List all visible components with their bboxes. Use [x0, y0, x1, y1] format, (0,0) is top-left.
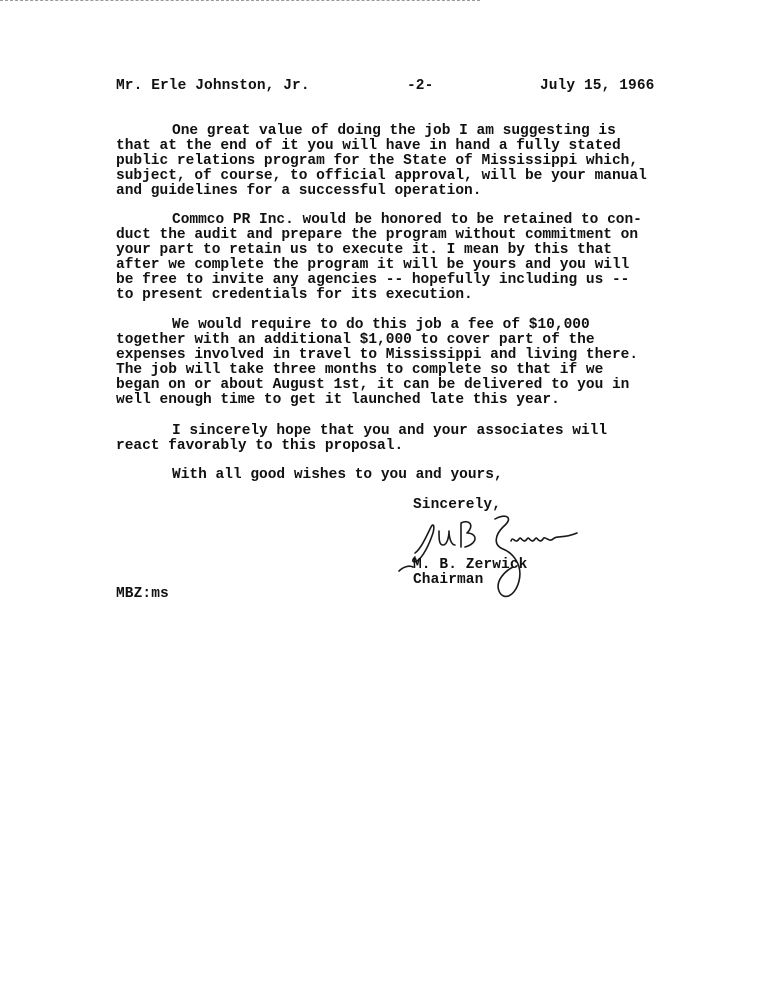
handwritten-signature	[395, 505, 595, 605]
paragraph-3	[116, 318, 696, 408]
paragraph-line: We would require to do this job a fee of $10,000	[172, 317, 590, 333]
paragraph-2	[116, 213, 696, 303]
paragraph-line: your part to retain us to execute it. I mean by this that	[116, 242, 612, 258]
page-top-edge-rule	[0, 0, 480, 1]
page-number: -2-	[407, 78, 434, 94]
paragraph-line: well enough time to get it launched late this year.	[116, 392, 560, 408]
paragraph-line: be free to invite any agencies -- hopefully including us --	[116, 272, 630, 288]
paragraph-line: I sincerely hope that you and your associates will	[172, 423, 608, 439]
paragraph-line: react favorably to this proposal.	[116, 438, 404, 454]
paragraph-5	[116, 468, 696, 483]
paragraph-line: and guidelines for a successful operation.	[116, 183, 482, 199]
paragraph-line: that at the end of it you will have in hand a fully stated	[116, 138, 621, 154]
paragraph-line: Commco PR Inc. would be honored to be retained to con-	[172, 212, 642, 228]
paragraph-line: One great value of doing the job I am suggesting is	[172, 123, 616, 139]
paragraph-line: to present credentials for its execution.	[116, 287, 473, 303]
paragraph-line: expenses involved in travel to Mississippi and living there.	[116, 347, 639, 363]
paragraph-line: The job will take three months to complete so that if we	[116, 362, 604, 378]
paragraph-1	[116, 124, 696, 199]
paragraph-line: public relations program for the State of Mississippi which,	[116, 153, 639, 169]
signer-name: M. B. Zerwick	[413, 557, 528, 573]
complimentary-close: Sincerely,	[413, 497, 502, 513]
recipient-name: Mr. Erle Johnston, Jr.	[116, 78, 310, 94]
reference-initials: MBZ:ms	[116, 586, 169, 602]
signer-title: Chairman	[413, 572, 484, 588]
paragraph-line: subject, of course, to official approval, will be your manual	[116, 168, 647, 184]
paragraph-line: duct the audit and prepare the program without commitment on	[116, 227, 639, 243]
paragraph-line: With all good wishes to you and yours,	[172, 467, 503, 483]
paragraph-4	[116, 424, 696, 454]
paragraph-line: together with an additional $1,000 to cover part of the	[116, 332, 595, 348]
paragraph-line: began on or about August 1st, it can be delivered to you in	[116, 377, 630, 393]
paragraph-line: after we complete the program it will be yours and you will	[116, 257, 630, 273]
letter-date: July 15, 1966	[540, 78, 655, 94]
